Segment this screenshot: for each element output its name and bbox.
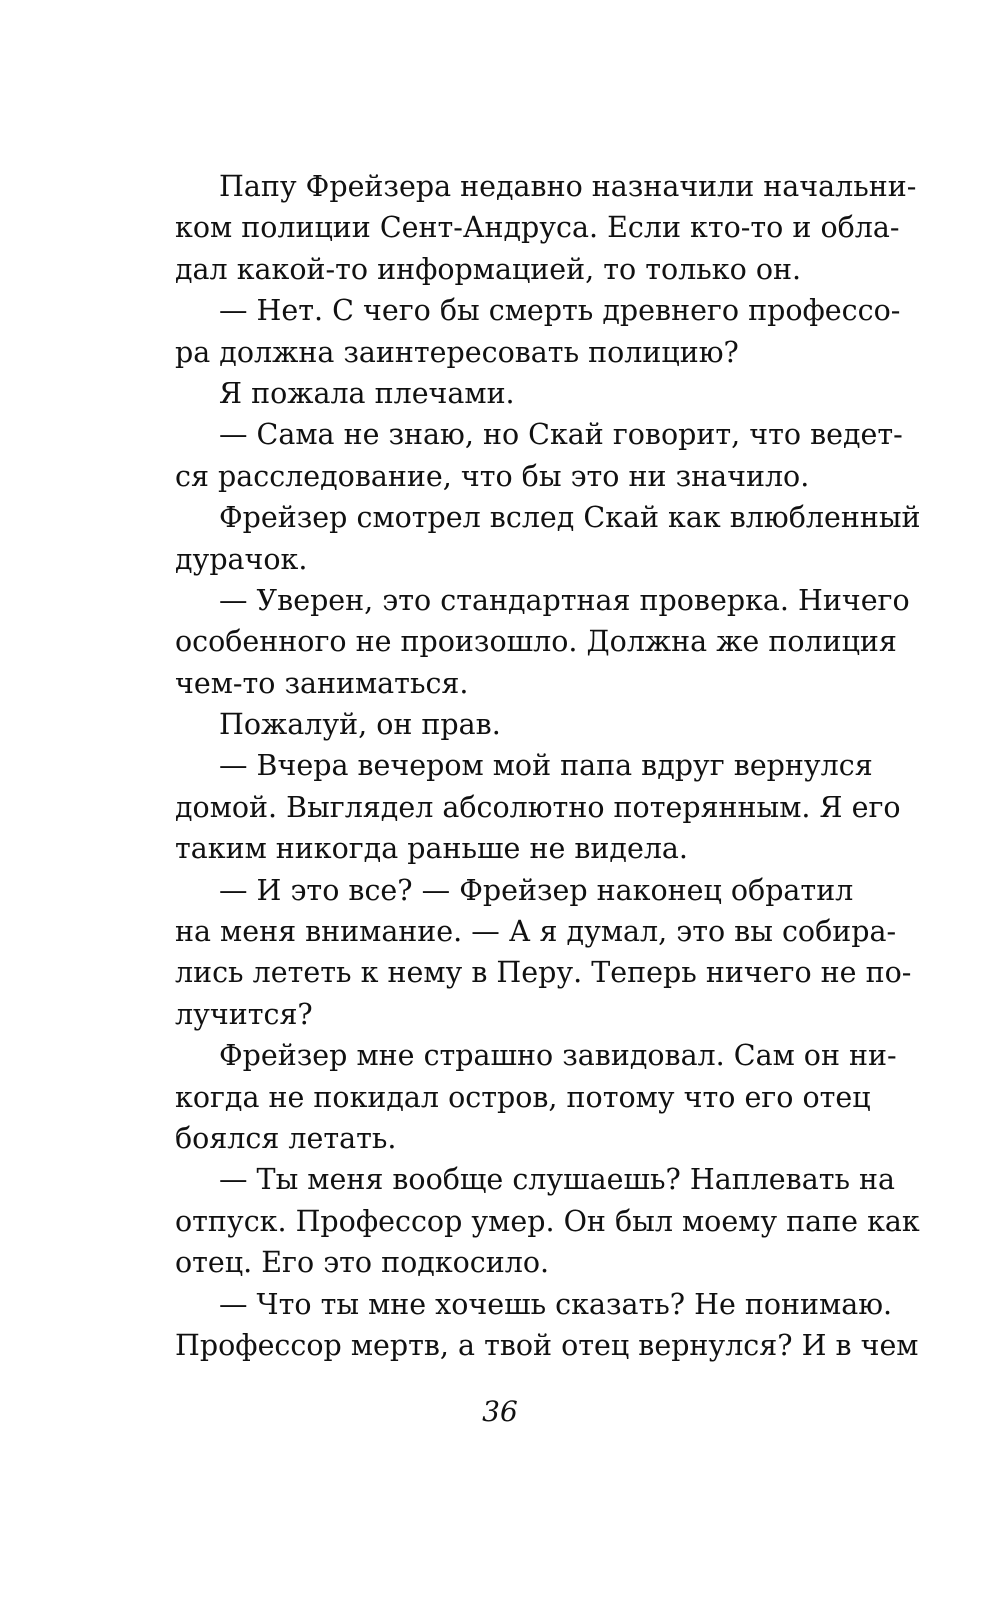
text-line: — И это все? — Фрейзер наконец обратил [219,873,854,907]
text-line: лись лететь к нему в Перу. Теперь ничего не по- [175,956,912,990]
text-line: — Сама не знаю, но Скай говорит, что ведет- [219,418,903,452]
text-line: Пожалуй, он прав. [219,708,501,742]
text-line: чем-то заниматься. [175,666,469,700]
text-line: боялся летать. [175,1121,397,1155]
text-line: — Что ты мне хочешь сказать? Не понимаю. [219,1287,893,1321]
text-line: Фрейзер мне страшно завидовал. Сам он ни- [219,1039,897,1073]
text-line: — Вчера вечером мой папа вдруг вернулся [219,749,873,783]
body-text [175,166,921,1366]
text-line: когда не покидал остров, потому что его отец [175,1080,871,1114]
text-line: дурачок. [175,542,308,576]
text-line: — Ты меня вообще слушаешь? Наплевать на [219,1163,896,1197]
text-line: ся расследование, что бы это ни значило. [175,459,810,493]
text-line: на меня внимание. — А я думал, это вы собира- [175,915,897,949]
text-line: Папу Фрейзера недавно назначили начальни- [219,170,917,203]
text-line: домой. Выглядел абсолютно потерянным. Я его [175,790,901,824]
text-line: таким никогда раньше не видела. [175,832,688,866]
text-line: дал какой-то информацией, то только он. [175,252,802,286]
page-number: 36 [482,1395,518,1428]
text-line: отпуск. Профессор умер. Он был моему папе как [175,1204,920,1238]
text-line: особенного не произошло. Должна же полиция [175,625,897,659]
text-line: ра должна заинтересовать полицию? [175,335,739,369]
text-line: Профессор мертв, а твой отец вернулся? И в чем [175,1328,919,1362]
text-line: ком полиции Сент-Андруса. Если кто-то и обла- [175,211,900,245]
text-line: Фрейзер смотрел вслед Скай как влюбленный [219,501,921,535]
text-line: лучится? [175,997,313,1031]
text-line: отец. Его это подкосило. [175,1246,550,1280]
text-line: — Уверен, это стандартная проверка. Ничего [219,583,910,617]
text-line: Я пожала плечами. [219,376,515,410]
text-line: — Нет. С чего бы смерть древнего профессо- [219,294,901,328]
